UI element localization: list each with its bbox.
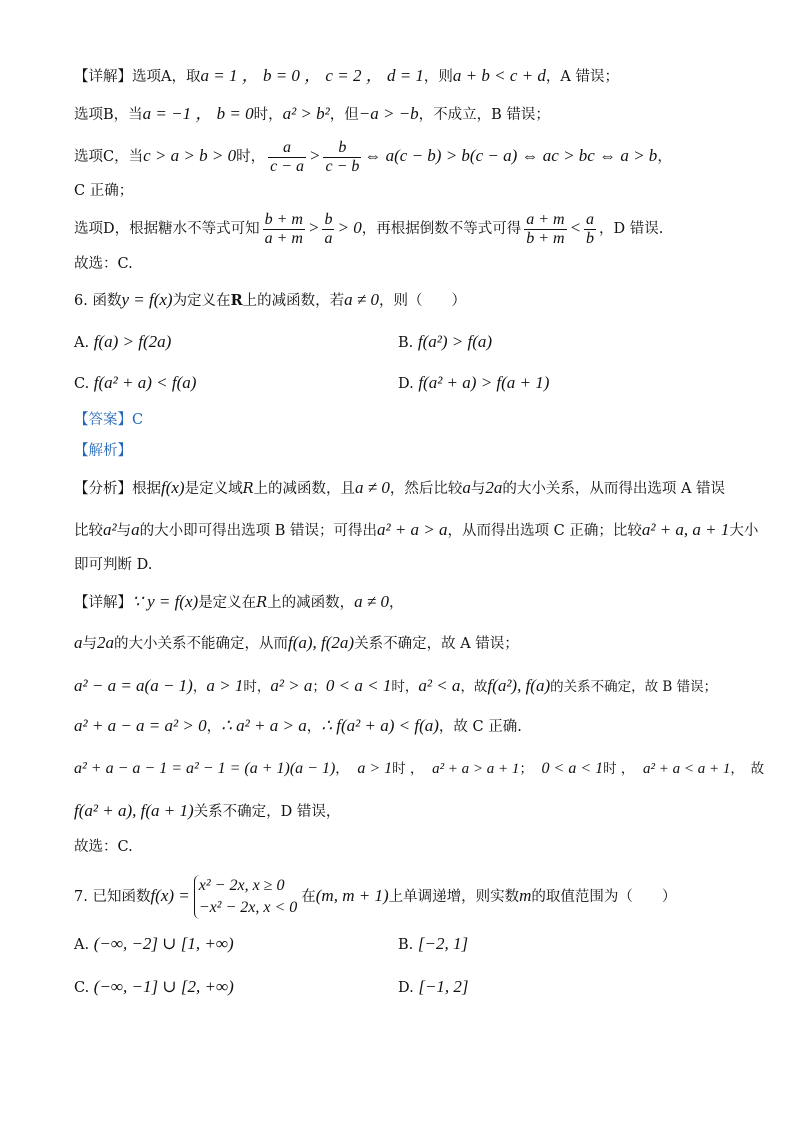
analysis-tag: 【解析】 xyxy=(74,443,132,459)
math: (m, m + 1) xyxy=(315,886,389,905)
text-line xyxy=(74,759,764,779)
math: [−2, 1] xyxy=(417,934,469,953)
math: (−∞, −2] ∪ [1, +∞) xyxy=(93,934,234,953)
question-7 xyxy=(74,870,676,922)
math: −a > −b xyxy=(358,104,419,123)
option-label: B. xyxy=(398,335,414,351)
math: a² < a xyxy=(418,676,461,695)
text: 时 ， xyxy=(392,761,424,777)
math: a² + a − a = a² > 0 xyxy=(74,716,207,735)
math: f(a² + a), f(a + 1) xyxy=(74,801,194,820)
math: 2a xyxy=(485,478,503,497)
text: 的大小关系，从而得出选项 A 错误 xyxy=(502,481,726,497)
text: ， xyxy=(206,719,222,735)
text: 【详解】选项A，取 xyxy=(74,69,201,85)
text: 比较 xyxy=(74,523,103,539)
math: y = f(x) xyxy=(121,290,173,309)
text: 是定义域 xyxy=(184,481,243,497)
math: a ≠ 0 xyxy=(354,592,389,611)
text: 与 xyxy=(470,481,486,497)
fraction: $\frac{a}{c - a}$ xyxy=(270,138,304,175)
option-a xyxy=(74,332,171,353)
text: ， xyxy=(657,149,672,165)
math: ∴ a² + a > a xyxy=(221,716,307,735)
text: ，然后比较 xyxy=(389,481,463,497)
math: a² + a − a − 1 = a² − 1 = (a + 1)(a − 1) xyxy=(74,760,336,777)
option-a xyxy=(74,934,234,955)
math: a² + a, a + 1 xyxy=(641,520,730,539)
math: [−1, 2] xyxy=(418,977,469,996)
math: f(x) = xyxy=(150,886,190,905)
math: f(a² + a) < f(a) xyxy=(93,373,197,392)
text: 【分析】根据 xyxy=(74,481,161,497)
text: ，D 错误. xyxy=(599,221,664,237)
text: ，则 xyxy=(423,69,453,85)
text: ，A 错误； xyxy=(545,69,619,85)
text-line xyxy=(74,676,717,697)
text: 上的减函数， xyxy=(267,595,355,611)
math: a = −1 ， b = 0 xyxy=(142,104,254,123)
math: a² + a > a xyxy=(376,520,448,539)
text-line xyxy=(74,716,522,737)
option-label: A. xyxy=(74,335,90,351)
text: 时 ， xyxy=(603,761,635,777)
text: 在 xyxy=(301,889,316,905)
option-b xyxy=(398,332,492,353)
option-label: B. xyxy=(398,937,414,953)
math: a + b < c + d xyxy=(452,66,546,85)
text: C 正确； xyxy=(74,183,134,199)
math: f(a²) > f(a) xyxy=(417,332,493,351)
text: 为定义在 xyxy=(172,293,231,309)
text: ， xyxy=(306,719,322,735)
answer-line xyxy=(74,410,143,430)
math: m xyxy=(519,886,532,905)
text: ； xyxy=(519,761,533,777)
text: 【详解】 xyxy=(74,595,132,611)
math: > xyxy=(307,218,320,237)
text-line xyxy=(74,104,550,125)
piecewise-brace: x² − 2x, x ≥ 0 −x² − 2x, x < 0 xyxy=(194,875,298,919)
fraction: $\frac{b}{c - b}$ xyxy=(325,138,360,175)
math: < xyxy=(569,218,582,237)
text: 关系不确定，故 A 错误； xyxy=(354,636,519,652)
fraction: $\frac{b}{a}$ xyxy=(324,210,333,247)
math: a xyxy=(74,633,83,652)
text-line xyxy=(74,633,519,654)
question-6 xyxy=(74,290,466,311)
math: ⇔ a(c − b) > b(c − a) ⇔ ac > bc ⇔ a > b xyxy=(364,146,658,165)
math: f(a²), f(a) xyxy=(487,676,551,695)
option-label: A. xyxy=(74,937,90,953)
text: ，再根据倒数不等式可得 xyxy=(361,221,522,237)
text: ； xyxy=(312,679,326,695)
text: 选项C，当 xyxy=(74,149,144,165)
text: ，故 xyxy=(460,679,488,695)
option-label: C. xyxy=(74,376,90,392)
math: a ≠ 0 xyxy=(355,478,390,497)
text: 大小 xyxy=(729,523,759,539)
text: ，不成立，B 错误； xyxy=(418,107,550,123)
math: a² > b² xyxy=(282,104,330,123)
text: ， xyxy=(192,679,207,695)
math: a > 1 xyxy=(357,760,393,777)
text: ， xyxy=(335,761,349,777)
answer-tag: 【答案】C xyxy=(74,412,144,428)
option-label: C. xyxy=(74,980,90,996)
math: a² > a xyxy=(270,676,313,695)
text-line xyxy=(74,520,758,541)
analysis-tag-line xyxy=(74,441,132,461)
math: a² xyxy=(103,520,117,539)
text: 时， xyxy=(243,679,271,695)
option-c xyxy=(74,977,234,998)
math: a² − a = a(a − 1) xyxy=(74,676,193,695)
text: 6. 函数 xyxy=(74,293,122,309)
math: > 0 xyxy=(337,218,362,237)
math: f(a) > f(2a) xyxy=(93,332,172,351)
math: 0 < a < 1 xyxy=(325,676,392,695)
option-label: D. xyxy=(398,376,414,392)
text: 时， xyxy=(391,679,419,695)
text: 的关系不确定，故 B 错误； xyxy=(550,679,718,695)
text-line xyxy=(74,837,133,857)
text: 故选：C. xyxy=(74,839,133,855)
text-line xyxy=(74,66,619,87)
text: 的大小即可得出选项 B 错误；可得出 xyxy=(139,523,377,539)
math: a² + a < a + 1 xyxy=(643,761,731,777)
option-b xyxy=(398,934,468,955)
text-line xyxy=(74,254,133,274)
text: 上的减函数，若 xyxy=(242,293,345,309)
math: > xyxy=(308,146,321,165)
math: a = 1 ， b = 0 ， c = 2 ， d = 1 xyxy=(200,66,424,85)
math: ∴ f(a² + a) < f(a) xyxy=(321,716,439,735)
fraction: $\frac{a}{b}$ xyxy=(586,210,595,247)
text: 上的减函数，且 xyxy=(253,481,356,497)
math: 2a xyxy=(97,633,114,652)
text: 7. 已知函数 xyxy=(74,889,151,905)
text: 时， xyxy=(253,107,283,123)
math: f(a), f(2a) xyxy=(288,633,355,652)
text: 选项D，根据糖水不等式可知 xyxy=(74,221,260,237)
option-c xyxy=(74,373,196,394)
text: 的取值范围为（ ） xyxy=(531,889,677,905)
text: 的大小关系不能确定，从而 xyxy=(114,636,288,652)
text-line xyxy=(74,801,340,822)
math: a xyxy=(462,478,471,497)
text-line xyxy=(74,592,403,613)
math: f(x) xyxy=(161,478,185,497)
text: 关系不确定，D 错误， xyxy=(193,804,341,820)
text: ， 故 xyxy=(730,761,765,777)
option-d xyxy=(398,373,549,394)
option-label: D. xyxy=(398,980,414,996)
text: ，但 xyxy=(329,107,359,123)
fraction: $\frac{a + m}{b + m}$ xyxy=(526,210,565,247)
math: c > a > b > 0 xyxy=(143,146,237,165)
math: a ≠ 0 xyxy=(344,290,379,309)
math: a xyxy=(131,520,140,539)
text: ， xyxy=(388,595,404,611)
text: 即可判断 D. xyxy=(74,557,153,573)
option-d xyxy=(398,977,469,998)
math: a > 1 xyxy=(206,676,244,695)
math: f(a² + a) > f(a + 1) xyxy=(418,373,550,392)
text-line xyxy=(74,478,725,499)
math: (−∞, −1] ∪ [2, +∞) xyxy=(93,977,234,996)
text: ，从而得出选项 C 正确；比较 xyxy=(447,523,642,539)
text: 与 xyxy=(82,636,97,652)
text-line xyxy=(74,208,663,248)
text: 时， xyxy=(236,149,266,165)
text-line xyxy=(74,181,133,201)
math: R xyxy=(242,481,254,497)
math: R xyxy=(230,292,243,309)
math: R xyxy=(256,595,268,611)
text: 是定义在 xyxy=(198,595,257,611)
text-line xyxy=(74,136,672,176)
math: a² + a > a + 1 xyxy=(432,761,520,777)
text-line xyxy=(74,555,152,575)
text: ，则（ ） xyxy=(378,293,466,309)
fraction: $\frac{b + m}{a + m}$ xyxy=(264,210,303,247)
text: 与 xyxy=(116,523,132,539)
math: ∵ y = f(x) xyxy=(132,592,199,611)
text: 选项B，当 xyxy=(74,107,143,123)
text: 故选：C. xyxy=(74,256,133,272)
text: 上单调递增，则实数 xyxy=(388,889,520,905)
text: ，故 C 正确. xyxy=(438,719,522,735)
math: 0 < a < 1 xyxy=(541,760,604,777)
